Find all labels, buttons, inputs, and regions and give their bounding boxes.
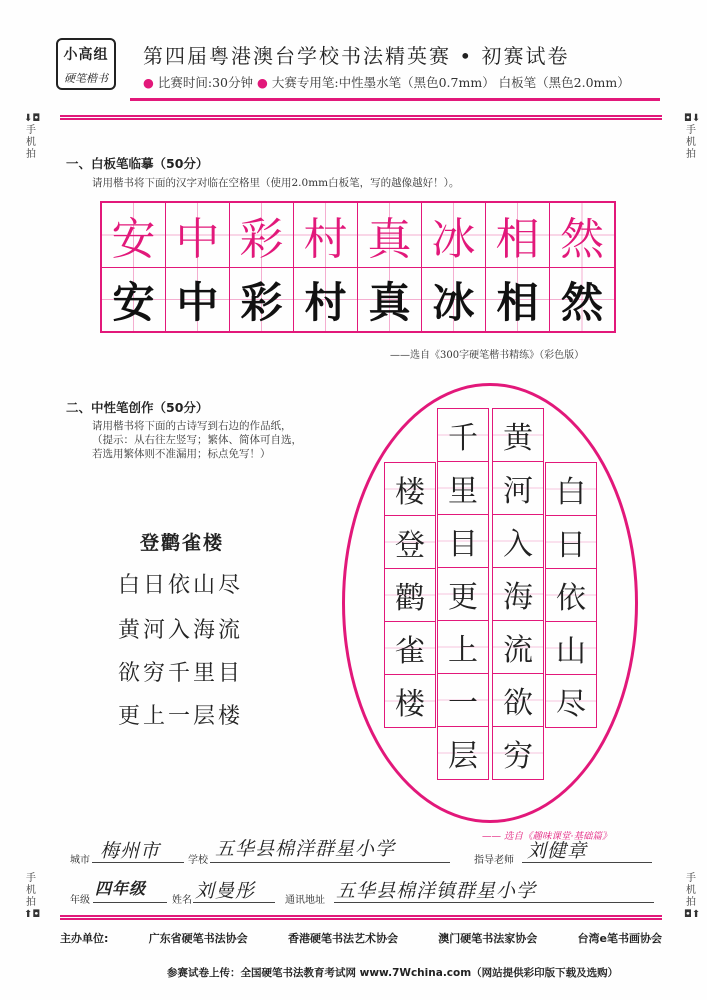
model-char-cell: 村 [294,203,358,268]
organizer: 台湾e笔书画协会 [577,932,662,945]
section2-source: —— 选自《趣味课堂·基础篇》 [482,831,612,842]
writing-cell: 白 [545,462,597,516]
writing-cell: 欲 [492,673,544,727]
pen-label: 大赛专用笔:中性墨水笔（黑色0.7mm） 白板笔（黑色2.0mm） [271,75,630,90]
written-char-cell: 冰 [422,268,486,331]
model-char-cell: 相 [486,203,550,268]
section1-instruction: 请用楷书将下面的汉字对临在空格里（使用2.0mm白板笔，写的越像越好！）。 [92,177,460,189]
instruction-line: 请用楷书将下面的古诗写到右边的作品纸， [92,420,292,432]
section2-title: 二、中性笔创作（50分） [66,400,209,415]
poem-line: 更上一层楼 [118,704,244,729]
written-char-cell: 安 [102,268,166,331]
poem-title: 登鹳雀楼 [140,532,225,554]
teacher-label: 指导老师 [474,855,514,866]
written-char-cell: 真 [358,268,422,331]
organizers-label: 主办单位: [60,932,109,945]
writing-cell: 入 [492,514,544,568]
model-char-cell: 中 [166,203,230,268]
name-label: 姓名 [172,895,192,906]
writing-cell: 登 [384,515,436,569]
written-char-cell: 相 [486,268,550,331]
writing-cell: 黄 [492,408,544,462]
poem-line: 黄河入海流 [118,618,244,643]
download-note[interactable]: 参赛试卷上传：全国硬笔书法教育考试网 www.7Wchina.com（网站提供彩印版下载及选购） [167,967,619,979]
camera-icon: ◘⬆ [684,909,701,920]
writing-cell: 里 [437,461,489,515]
copy-grid [100,201,616,333]
written-char-cell: 村 [294,268,358,331]
writing-cell: 流 [492,620,544,674]
model-char-cell: 冰 [422,203,486,268]
poem-line: 欲穷千里目 [118,661,244,686]
underline [92,862,184,863]
written-char-cell: 中 [166,268,230,331]
writing-column-2 [492,408,544,779]
written-char-cell: 然 [550,268,614,331]
organizers [60,930,662,946]
writing-cell: 雀 [384,621,436,675]
underline [93,902,167,903]
writing-cell: 尽 [545,674,597,728]
underline [522,862,652,863]
writing-column-4 [384,462,436,727]
writing-cell: 楼 [384,674,436,728]
name-field[interactable]: 刘曼彤 [195,880,256,902]
page-title: 第四届粤港澳台学校书法精英赛 • 初赛试卷 [143,44,570,68]
underline [210,862,450,863]
writing-cell: 海 [492,567,544,621]
writing-cell: 日 [545,515,597,569]
writing-cell: 山 [545,621,597,675]
instruction-line: （提示：从右往左竖写；繁体、简体可自选， [92,434,302,446]
underline [334,902,654,903]
writing-cell: 更 [437,567,489,621]
organizer: 广东省硬笔书法协会 [148,932,248,945]
city-field[interactable]: 梅州市 [100,840,161,862]
bullet-icon: ● [257,75,272,90]
model-char-cell: 然 [550,203,614,268]
poem-line: 白日依山尽 [118,573,244,598]
grade-field[interactable]: 四年级 [95,879,147,898]
side-note-bottom-left: 手机拍 ⬆◘ [24,873,41,920]
writing-cell: 上 [437,620,489,674]
model-char-cell: 安 [102,203,166,268]
section1-title: 一、白板笔临摹（50分） [66,156,209,171]
section2-instruction [92,419,302,461]
address-label: 通讯地址 [285,895,325,906]
writing-cell: 一 [437,673,489,727]
writing-cell: 穷 [492,726,544,780]
writing-column-3 [437,408,489,779]
organizer: 澳门硬笔书法家协会 [438,932,538,945]
logo [56,38,116,90]
writing-cell: 层 [437,726,489,780]
subtitle [143,73,630,91]
camera-icon: ◘⬇ [684,113,701,124]
camera-icon: ⬆◘ [24,909,41,920]
side-note-top-left: ⬇◘ 手机拍 [24,113,41,160]
school-field[interactable]: 五华县棉洋群星小学 [215,838,396,860]
writing-cell: 楼 [384,462,436,516]
writing-cell: 千 [437,408,489,462]
grade-label: 年级 [70,895,90,906]
writing-cell: 鹳 [384,568,436,622]
school-label: 学校 [188,855,208,866]
header-divider [130,98,660,101]
side-note-top-right: ◘⬇ 手机拍 [684,113,701,160]
writing-cell: 依 [545,568,597,622]
organizer: 香港硬笔书法艺术协会 [287,932,398,945]
time-label: 比赛时间:30分钟 [157,75,254,90]
side-note-bottom-right: 手机拍 ◘⬆ [684,873,701,920]
underline [193,902,275,903]
written-char-cell: 彩 [230,268,294,331]
writing-column-1 [545,462,597,727]
logo-line1: 小高组 [63,47,109,63]
camera-icon: ⬇◘ [24,113,41,124]
logo-line2: 硬笔楷书 [64,72,108,85]
address-field[interactable]: 五华县棉洋镇群星小学 [336,880,537,902]
city-label: 城市 [70,855,90,866]
model-char-cell: 真 [358,203,422,268]
bullet-icon: ● [143,75,158,90]
teacher-field[interactable]: 刘健章 [527,840,588,862]
model-char-cell: 彩 [230,203,294,268]
writing-cell: 目 [437,514,489,568]
section1-source: ——选自《300字硬笔楷书精练》（彩色版） [390,350,585,361]
writing-cell: 河 [492,461,544,515]
instruction-line: 若选用繁体则不准漏用；标点免写！） [92,448,271,460]
